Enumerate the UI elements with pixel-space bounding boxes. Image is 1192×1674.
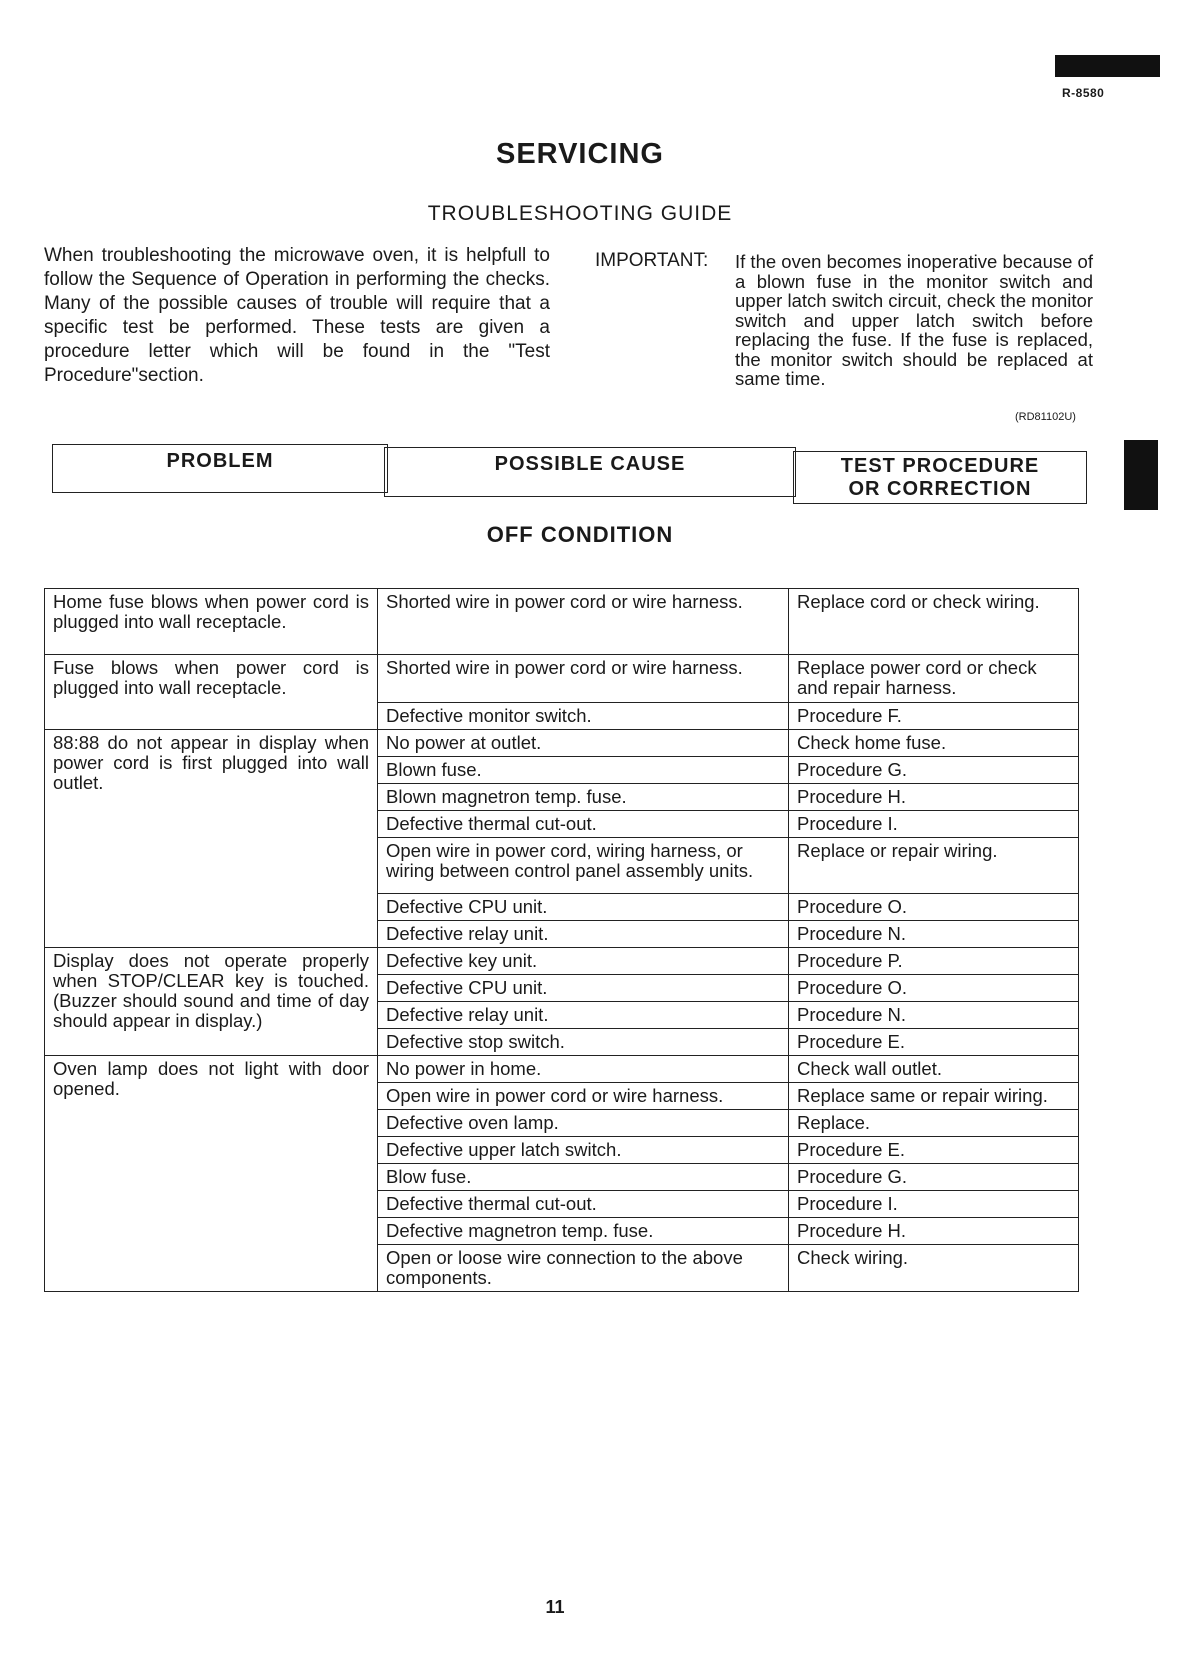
procedure-cell: Procedure G.	[789, 1164, 1079, 1191]
procedure-cell: Procedure F.	[789, 703, 1079, 730]
cause-cell: Defective oven lamp.	[378, 1110, 789, 1137]
table-row	[45, 730, 1079, 757]
page-number: 11	[545, 1597, 565, 1617]
procedure-cell: Procedure N.	[789, 921, 1079, 948]
troubleshooting-table	[44, 588, 1079, 1292]
table-row	[45, 655, 1079, 703]
problem-cell: 88:88 do not appear in display when power cord is first plugged into wall outlet.	[45, 730, 378, 948]
cause-cell: Defective CPU unit.	[378, 894, 789, 921]
column-header-procedure: TEST PROCEDURE OR CORRECTION	[793, 451, 1087, 504]
cause-cell: Defective upper latch switch.	[378, 1137, 789, 1164]
procedure-cell: Procedure E.	[789, 1137, 1079, 1164]
cause-cell: Shorted wire in power cord or wire harness.	[378, 655, 789, 703]
cause-cell: Open wire in power cord, wiring harness, or wiring between control panel assembly units.	[378, 838, 789, 894]
cause-cell: Open wire in power cord or wire harness.	[378, 1083, 789, 1110]
procedure-cell: Procedure G.	[789, 757, 1079, 784]
cause-cell: Shorted wire in power cord or wire harness.	[378, 589, 789, 655]
cause-cell: Defective relay unit.	[378, 921, 789, 948]
corner-black-bar	[1055, 55, 1160, 77]
section-tab-marker	[1124, 440, 1158, 510]
cause-cell: Blow fuse.	[378, 1164, 789, 1191]
cause-cell: Defective magnetron temp. fuse.	[378, 1218, 789, 1245]
cause-cell: Defective key unit.	[378, 948, 789, 975]
cause-cell: No power at outlet.	[378, 730, 789, 757]
reference-code: (RD81102U)	[1015, 411, 1076, 423]
page-title: SERVICING	[495, 138, 664, 170]
procedure-cell: Procedure I.	[789, 811, 1079, 838]
procedure-cell: Procedure P.	[789, 948, 1079, 975]
section-title: OFF CONDITION	[486, 522, 674, 547]
cause-cell: Blown fuse.	[378, 757, 789, 784]
procedure-cell: Replace cord or check wiring.	[789, 589, 1079, 655]
procedure-cell: Procedure I.	[789, 1191, 1079, 1218]
procedure-cell: Replace same or repair wiring.	[789, 1083, 1079, 1110]
procedure-cell: Procedure O.	[789, 894, 1079, 921]
cause-cell: Defective CPU unit.	[378, 975, 789, 1002]
model-number: R-8580	[1062, 86, 1105, 100]
column-header-problem: PROBLEM	[52, 444, 388, 493]
cause-cell: No power in home.	[378, 1056, 789, 1083]
page-subtitle: TROUBLESHOOTING GUIDE	[427, 202, 733, 225]
procedure-cell: Replace power cord or check and repair harness.	[789, 655, 1079, 703]
procedure-cell: Procedure N.	[789, 1002, 1079, 1029]
important-label: IMPORTANT:	[595, 250, 709, 271]
table-row	[45, 1056, 1079, 1083]
table-row	[45, 589, 1079, 655]
cause-cell: Defective relay unit.	[378, 1002, 789, 1029]
procedure-cell: Check home fuse.	[789, 730, 1079, 757]
table-row	[45, 948, 1079, 975]
procedure-cell: Replace.	[789, 1110, 1079, 1137]
procedure-cell: Replace or repair wiring.	[789, 838, 1079, 894]
important-note: If the oven becomes inoperative because of a blown fuse in the monitor switch and upper latch switch circuit, check the monitor switch and upper latch switch before replacing the fuse. If the fuse is replaced, the monitor switch should be replaced at same time.	[735, 251, 1093, 389]
intro-paragraph: When troubleshooting the microwave oven, it is helpfull to follow the Sequence of Operation in performing the checks. Many of the possible causes of trouble will require that a specific test be performed. These tests are given a procedure letter which will be found in the "Test Procedure"section.	[44, 245, 550, 386]
problem-cell: Display does not operate properly when STOP/CLEAR key is touched. (Buzzer should sound and time of day should appear in display.)	[45, 948, 378, 1056]
procedure-cell: Check wall outlet.	[789, 1056, 1079, 1083]
procedure-cell: Procedure H.	[789, 784, 1079, 811]
problem-cell: Fuse blows when power cord is plugged into wall receptacle.	[45, 655, 378, 730]
procedure-cell: Procedure H.	[789, 1218, 1079, 1245]
cause-cell: Defective thermal cut-out.	[378, 1191, 789, 1218]
procedure-cell: Procedure E.	[789, 1029, 1079, 1056]
problem-cell: Home fuse blows when power cord is plugged into wall receptacle.	[45, 589, 378, 655]
procedure-cell: Check wiring.	[789, 1245, 1079, 1292]
cause-cell: Defective thermal cut-out.	[378, 811, 789, 838]
cause-cell: Defective monitor switch.	[378, 703, 789, 730]
cause-cell: Defective stop switch.	[378, 1029, 789, 1056]
column-header-cause: POSSIBLE CAUSE	[384, 447, 796, 497]
cause-cell: Open or loose wire connection to the above components.	[378, 1245, 789, 1292]
problem-cell: Oven lamp does not light with door opened.	[45, 1056, 378, 1292]
procedure-cell: Procedure O.	[789, 975, 1079, 1002]
cause-cell: Blown magnetron temp. fuse.	[378, 784, 789, 811]
